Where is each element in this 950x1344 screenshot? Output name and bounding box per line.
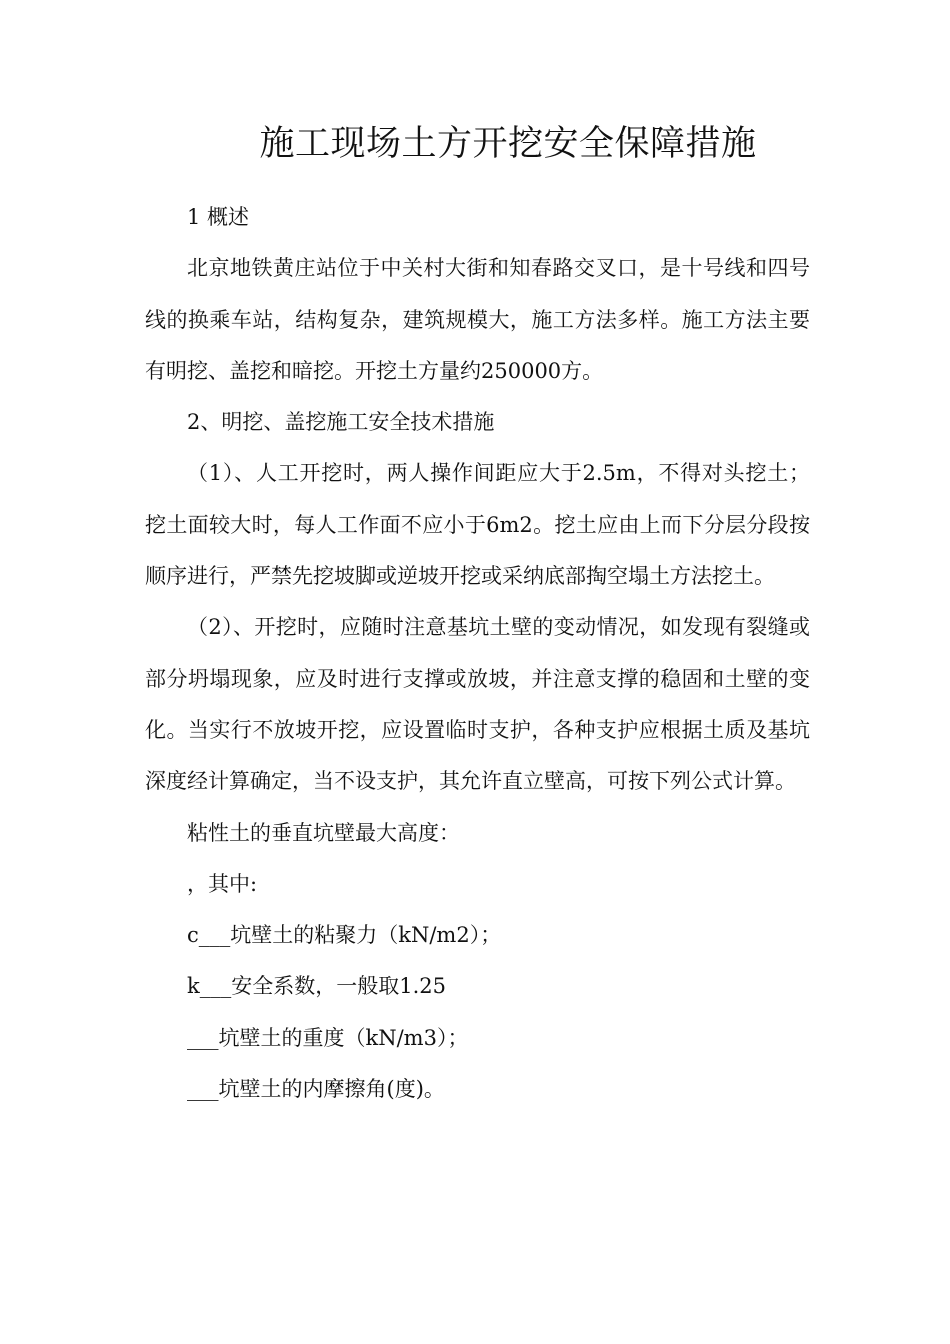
paragraph-excavation-monitoring: （2）、开挖时，应随时注意基坑土壁的变动情况，如发现有裂缝或部分坍塌现象，应及时进行支撑或放坡，并注意支撑的稳固和土壁的变化。当实行不放坡开挖，应设置临时支护，各种支护应根据土质及基坑深度经计算确定，当不设支护，其允许直立壁高，可按下列公式计算。 [145,615,810,794]
paragraph-manual-excavation: （1）、人工开挖时，两人操作间距应大于2.5m，不得对头挖土；挖土面较大时，每人工作面不应小于6m2。挖土应由上而下分层分段按顺序进行，严禁先挖坡脚或逆坡开挖或采纳底部掏空塌土方法挖土。 [145,461,810,589]
definition-unit-weight: ___坑壁土的重度（kN/m3）； [187,1025,469,1050]
paragraph-station-intro: 北京地铁黄庄站位于中关村大街和知春路交叉口，是十号线和四号线的换乘车站，结构复杂，建筑规模大，施工方法多样。施工方法主要有明挖、盖挖和暗挖。开挖土方量约250000方。 [145,256,810,383]
definition-cohesion: c___坑壁土的粘聚力（kN/m2）； [187,923,502,948]
definition-safety-factor: k___安全系数，一般取1.25 [187,974,446,999]
paragraph-max-height-label: 粘性土的垂直坑壁最大高度： [187,820,460,845]
document-title: 施工现场土方开挖安全保障措施 [259,124,757,164]
definition-friction-angle: ___坑壁土的内摩擦角(度)。 [187,1077,445,1102]
paragraph-where-label: ，其中: [187,871,258,896]
document-body [145,192,810,1115]
section-heading-safety-measures: 2、明挖、盖挖施工安全技术措施 [187,410,495,435]
section-heading-overview: 1 概述 [187,205,250,229]
